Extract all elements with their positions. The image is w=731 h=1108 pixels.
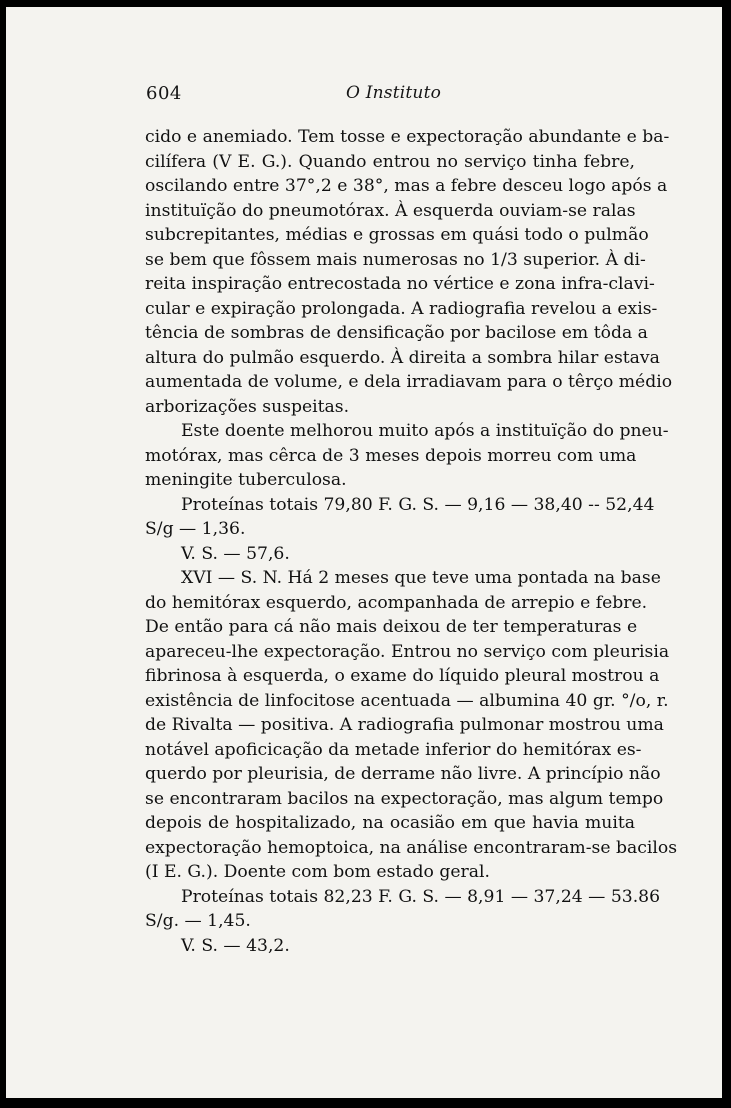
running-title: O Instituto <box>346 83 442 103</box>
text-line: reita inspiração entrecostada no vértice e zona infra-clavi- <box>145 274 655 294</box>
text-line: S/g — 1,36. <box>145 519 246 539</box>
text-line: cilífera (V E. G.). Quando entrou no serviço tinha febre, <box>145 151 635 172</box>
text-line: aumentada de volume, e dela irradiavam para o têrço médio <box>145 372 673 392</box>
text-line: fibrinosa à esquerda, o exame do líquido pleural mostrou a <box>145 666 660 686</box>
text-line: V. S. — 43,2. <box>181 935 290 956</box>
text-line: S/g. — 1,45. <box>145 911 251 931</box>
text-line: subcrepitantes, médias e grossas em quási todo o pulmão <box>145 225 649 245</box>
text-line: apareceu-lhe expectoração. Entrou no serviço com pleurisia <box>145 641 670 662</box>
text-line: do hemitórax esquerdo, acompanhada de arrepio e febre. <box>145 592 648 613</box>
text-line: tência de sombras de densificação por bacilose em tôda a <box>145 323 648 343</box>
text-line: Este doente melhorou muito após a instituïção do pneu- <box>181 421 669 441</box>
text-line: Proteínas totais 82,23 F. G. S. — 8,91 — 37,24 — 53.86 <box>181 886 661 907</box>
page-header <box>146 83 636 109</box>
text-line: Proteínas totais 79,80 F. G. S. — 9,16 — 38,40 -- 52,44 <box>181 494 655 515</box>
text-line: se encontraram bacilos na expectoração, mas algum tempo <box>145 788 664 809</box>
text-line: altura do pulmão esquerdo. À direita a sombra hilar estava <box>145 347 660 368</box>
text-line: de Rivalta — positiva. A radiografia pulmonar mostrou uma <box>145 715 664 735</box>
body-text <box>145 125 678 958</box>
text-line: se bem que fôssem mais numerosas no 1/3 superior. À di- <box>145 249 646 270</box>
text-line: expectoração hemoptoica, na análise encontraram-se bacilos <box>145 837 678 858</box>
text-line: depois de hospitalizado, na ocasião em que havia muita <box>145 813 635 833</box>
text-line: (I E. G.). Doente com bom estado geral. <box>145 862 490 882</box>
text-line: V. S. — 57,6. <box>181 543 290 564</box>
text-line: cular e expiração prolongada. A radiografia revelou a exis- <box>145 298 658 319</box>
text-line: querdo por pleurisia, de derrame não livre. A princípio não <box>145 764 661 784</box>
text-line: existência de linfocitose acentuada — albumina 40 gr. °/o, r. <box>145 690 669 711</box>
text-line: instituïção do pneumotórax. À esquerda ouviam-se ralas <box>145 200 636 221</box>
text-line: XVI — S. N. Há 2 meses que teve uma pontada na base <box>181 568 661 588</box>
text-line: cido e anemiado. Tem tosse e expectoração abundante e ba- <box>145 127 670 147</box>
text-line: meningite tuberculosa. <box>145 470 347 490</box>
page-number: 604 <box>146 83 182 104</box>
text-line: De então para cá não mais deixou de ter temperaturas e <box>145 617 638 637</box>
text-line: motórax, mas cêrca de 3 meses depois morreu com uma <box>145 445 637 466</box>
text-line: notável apoficicação da metade inferior do hemitórax es- <box>145 739 642 760</box>
book-page <box>6 7 722 1098</box>
text-line: oscilando entre 37°,2 e 38°, mas a febre desceu logo após a <box>145 176 668 196</box>
text-line: arborizações suspeitas. <box>145 396 350 417</box>
